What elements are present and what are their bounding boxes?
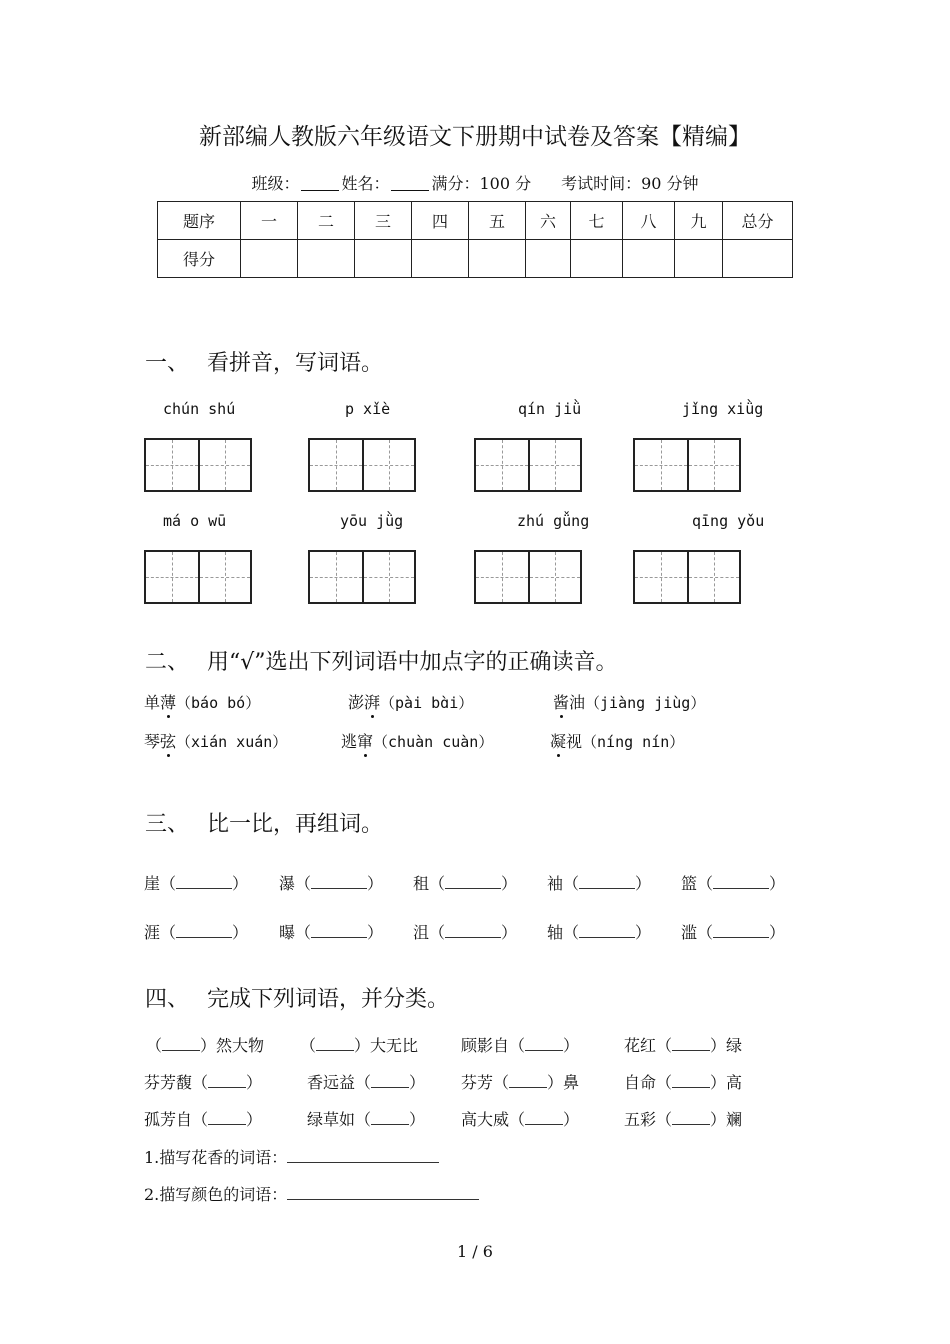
score-header-cell: 三 xyxy=(355,202,412,240)
reading-item: 凝视（níng nín） xyxy=(550,729,684,752)
compare-item: 曝（ ） xyxy=(279,923,384,942)
dotted-char: 凝 xyxy=(550,729,566,752)
answer-blank[interactable] xyxy=(525,1036,563,1051)
compare-item: 崖（ ） xyxy=(144,874,249,893)
score-header-cell: 七 xyxy=(571,202,623,240)
compare-item: 篮（ ） xyxy=(681,874,786,893)
idiom-item: （ ）大无比 xyxy=(300,1036,419,1055)
section3-title: 比一比，再组词。 xyxy=(207,812,384,837)
idiom-item: 芬芳馥（ ） xyxy=(144,1073,263,1092)
writing-grid[interactable] xyxy=(474,550,582,604)
reading-item: 澎湃（pài bɑ̀i） xyxy=(348,690,473,713)
score-header-cell: 六 xyxy=(526,202,571,240)
section1-number: 一、 xyxy=(145,351,190,376)
answer-blank[interactable] xyxy=(672,1110,710,1125)
pinyin-label: jǐng xiǜg xyxy=(682,400,764,418)
answer-blank[interactable] xyxy=(176,874,232,889)
classify-question-1: 1.描写花香的词语： xyxy=(144,1145,439,1168)
writing-grid[interactable] xyxy=(144,438,252,492)
score-row-label: 得分 xyxy=(158,240,241,278)
score-cell[interactable] xyxy=(469,240,526,278)
idiom-item: 花红（ ）绿 xyxy=(624,1036,743,1055)
compare-item: 租（ ） xyxy=(413,874,518,893)
dotted-char: 薄 xyxy=(160,690,176,713)
pinyin-label: qín jiǜ xyxy=(518,400,582,418)
full-score: 满分：100 分 xyxy=(431,174,532,193)
answer-line[interactable] xyxy=(287,1185,479,1200)
answer-blank[interactable] xyxy=(371,1073,409,1088)
writing-grid[interactable] xyxy=(308,550,416,604)
pinyin-label: chún shú xyxy=(163,400,236,418)
dotted-char: 弦 xyxy=(160,729,176,752)
score-header-cell: 总分 xyxy=(723,202,793,240)
dotted-char: 酱 xyxy=(553,690,569,713)
answer-blank[interactable] xyxy=(176,923,232,938)
score-cell[interactable] xyxy=(723,240,793,278)
score-cell[interactable] xyxy=(526,240,571,278)
score-header-cell: 二 xyxy=(298,202,355,240)
classify-question-2: 2.描写颜色的词语： xyxy=(144,1182,479,1205)
writing-grid[interactable] xyxy=(144,550,252,604)
compare-item: 涯（ ） xyxy=(144,923,249,942)
name-blank[interactable] xyxy=(391,174,429,191)
score-cell[interactable] xyxy=(571,240,623,278)
section3-heading xyxy=(145,807,383,838)
pinyin-label: má o wū xyxy=(163,512,227,530)
reading-item: 酱油（jiàng jiùg） xyxy=(553,690,705,713)
idiom-item: 高大威（ ） xyxy=(461,1110,580,1129)
exam-time: 考试时间：90 分钟 xyxy=(561,174,699,193)
answer-blank[interactable] xyxy=(579,923,635,938)
score-cell[interactable] xyxy=(675,240,723,278)
answer-blank[interactable] xyxy=(672,1036,710,1051)
dotted-char: 湃 xyxy=(364,690,380,713)
class-label: 班级： xyxy=(251,174,300,193)
section4-number: 四、 xyxy=(145,987,190,1012)
answer-line[interactable] xyxy=(287,1148,439,1163)
answer-blank[interactable] xyxy=(208,1073,246,1088)
score-header-cell: 九 xyxy=(675,202,723,240)
pinyin-label: qīng yǒu xyxy=(692,512,765,530)
writing-grid[interactable] xyxy=(308,438,416,492)
score-header-cell: 八 xyxy=(623,202,675,240)
score-header-cell: 一 xyxy=(241,202,298,240)
answer-blank[interactable] xyxy=(713,923,769,938)
compare-item: 瀑（ ） xyxy=(279,874,384,893)
answer-blank[interactable] xyxy=(311,923,367,938)
pinyin-label: yōu jǜg xyxy=(340,512,404,530)
answer-blank[interactable] xyxy=(509,1073,547,1088)
section2-number: 二、 xyxy=(145,650,190,675)
score-cell[interactable] xyxy=(241,240,298,278)
reading-options[interactable]: （xián xuán） xyxy=(176,733,288,751)
writing-grid[interactable] xyxy=(474,438,582,492)
answer-blank[interactable] xyxy=(316,1036,354,1051)
reading-options[interactable]: （níng nín） xyxy=(582,733,685,751)
answer-blank[interactable] xyxy=(208,1110,246,1125)
name-label: 姓名： xyxy=(341,174,390,193)
score-cell[interactable] xyxy=(355,240,412,278)
class-blank[interactable] xyxy=(301,174,339,191)
reading-options[interactable]: （chuàn cuàn） xyxy=(373,733,494,751)
section1-title: 看拼音，写词语。 xyxy=(207,351,384,376)
reading-item: 琴弦（xián xuán） xyxy=(144,729,287,752)
score-table xyxy=(157,201,793,278)
dotted-char: 窜 xyxy=(357,729,373,752)
score-header-cell: 五 xyxy=(469,202,526,240)
section4-title: 完成下列词语，并分类。 xyxy=(207,987,450,1012)
answer-blank[interactable] xyxy=(371,1110,409,1125)
idiom-item: 五彩（ ）斓 xyxy=(624,1110,743,1129)
section3-number: 三、 xyxy=(145,812,190,837)
answer-blank[interactable] xyxy=(672,1073,710,1088)
exam-info xyxy=(0,171,950,194)
reading-options[interactable]: （jiàng jiùg） xyxy=(585,694,706,712)
section4-heading xyxy=(145,982,449,1013)
score-header-cell: 题序 xyxy=(158,202,241,240)
reading-item: 单薄（báo bó） xyxy=(144,690,260,713)
answer-blank[interactable] xyxy=(445,874,501,889)
answer-blank[interactable] xyxy=(445,923,501,938)
section2-title: 用“√”选出下列词语中加点字的正确读音。 xyxy=(207,650,618,675)
answer-blank[interactable] xyxy=(162,1036,200,1051)
writing-grid[interactable] xyxy=(633,438,741,492)
compare-item: 袖（ ） xyxy=(547,874,652,893)
score-table-row xyxy=(158,240,793,278)
idiom-item: 芬芳（ ）鼻 xyxy=(461,1073,580,1092)
idiom-item: 自命（ ）高 xyxy=(624,1073,743,1092)
score-table-header-row xyxy=(158,202,793,240)
score-header-cell: 四 xyxy=(412,202,469,240)
idiom-item: 绿草如（ ） xyxy=(307,1110,426,1129)
reading-options[interactable]: （báo bó） xyxy=(176,694,261,712)
reading-item: 逃窜（chuàn cuàn） xyxy=(341,729,493,752)
reading-options[interactable]: （pài bɑ̀i） xyxy=(380,694,474,712)
idiom-item: 孤芳自（ ） xyxy=(144,1110,263,1129)
compare-item: 轴（ ） xyxy=(547,923,652,942)
answer-blank[interactable] xyxy=(311,874,367,889)
idiom-item: 顾影自（ ） xyxy=(461,1036,580,1055)
score-cell[interactable] xyxy=(298,240,355,278)
compare-item: 沮（ ） xyxy=(413,923,518,942)
answer-blank[interactable] xyxy=(579,874,635,889)
page-number: 1 / 6 xyxy=(457,1242,493,1261)
answer-blank[interactable] xyxy=(713,874,769,889)
writing-grid[interactable] xyxy=(633,550,741,604)
score-cell[interactable] xyxy=(412,240,469,278)
idiom-item: 香远益（ ） xyxy=(307,1073,426,1092)
section1-heading xyxy=(145,346,383,377)
pinyin-label: zhú gǚng xyxy=(517,512,590,530)
page-title: 新部编人教版六年级语文下册期中试卷及答案【精编】 xyxy=(199,124,751,150)
section2-heading xyxy=(145,645,618,676)
idiom-item: （ ）然大物 xyxy=(146,1036,265,1055)
compare-item: 滥（ ） xyxy=(681,923,786,942)
pinyin-label: p xǐè xyxy=(345,400,391,418)
score-cell[interactable] xyxy=(623,240,675,278)
answer-blank[interactable] xyxy=(525,1110,563,1125)
